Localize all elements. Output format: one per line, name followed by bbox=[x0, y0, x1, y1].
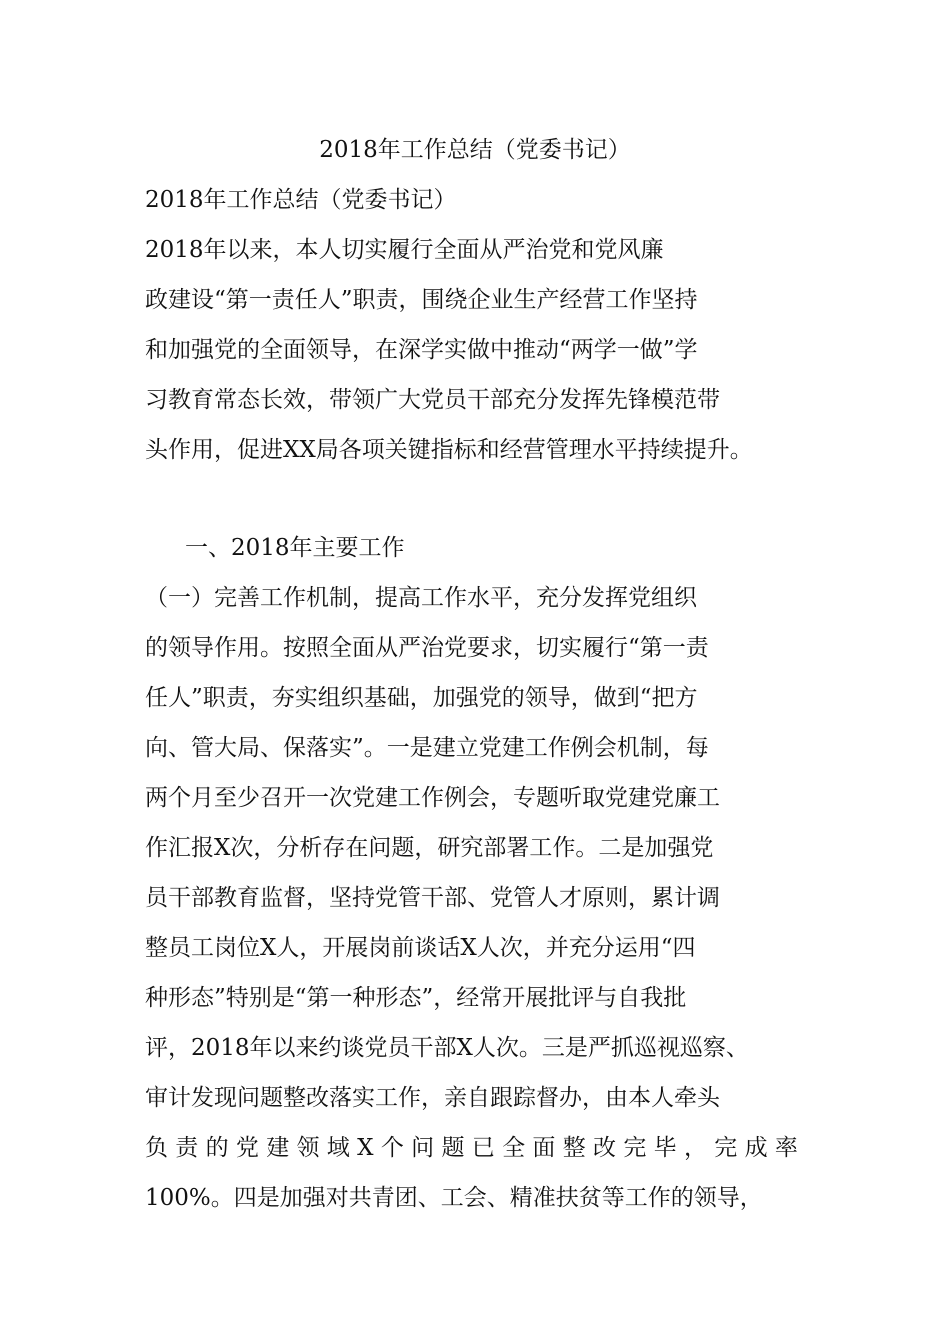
intro-line: 和加强党的全面领导，在深学实做中推动“两学一做”学 bbox=[145, 337, 698, 363]
body-line: 负 责 的 党 建 领 域 X 个 问 题 已 全 面 整 改 完 毕 ， 完 成 率 bbox=[145, 1135, 798, 1161]
document-title: 2018年工作总结（党委书记） bbox=[319, 137, 631, 163]
body-line: 整员工岗位X人，开展岗前谈话X人次，并充分运用“四 bbox=[145, 935, 696, 961]
intro-line: 政建设“第一责任人”职责，围绕企业生产经营工作坚持 bbox=[145, 287, 698, 313]
body-line: 两个月至少召开一次党建工作例会，专题听取党建党廉工 bbox=[145, 785, 720, 811]
document-subtitle: 2018年工作总结（党委书记） bbox=[145, 187, 457, 213]
intro-line: 2018年以来，本人切实履行全面从严治党和党风廉 bbox=[145, 237, 664, 263]
body-line: 员干部教育监督，坚持党管干部、党管人才原则，累计调 bbox=[145, 885, 720, 911]
intro-line: 习教育常态长效，带领广大党员干部充分发挥先锋模范带 bbox=[145, 387, 720, 413]
intro-line: 头作用，促进XX局各项关键指标和经营管理水平持续提升。 bbox=[145, 437, 753, 463]
body-line: 任人”职责，夯实组织基础，加强党的领导，做到“把方 bbox=[145, 685, 698, 711]
body-line: 100%。四是加强对共青团、工会、精准扶贫等工作的领导， bbox=[145, 1185, 763, 1211]
body-line: 审计发现问题整改落实工作，亲自跟踪督办，由本人牵头 bbox=[145, 1085, 720, 1111]
section-heading: 一、2018年主要工作 bbox=[185, 535, 405, 561]
body-line: 评，2018年以来约谈党员干部X人次。三是严抓巡视巡察、 bbox=[145, 1035, 749, 1061]
body-line: （一）完善工作机制，提高工作水平，充分发挥党组织 bbox=[145, 585, 697, 611]
body-line: 向、管大局、保落实”。一是建立党建工作例会机制，每 bbox=[145, 735, 709, 761]
body-line: 的领导作用。按照全面从严治党要求，切实履行“第一责 bbox=[145, 635, 709, 661]
body-line: 种形态”特别是“第一种形态”，经常开展批评与自我批 bbox=[145, 985, 687, 1011]
body-line: 作汇报X次，分析存在问题，研究部署工作。二是加强党 bbox=[145, 835, 714, 861]
